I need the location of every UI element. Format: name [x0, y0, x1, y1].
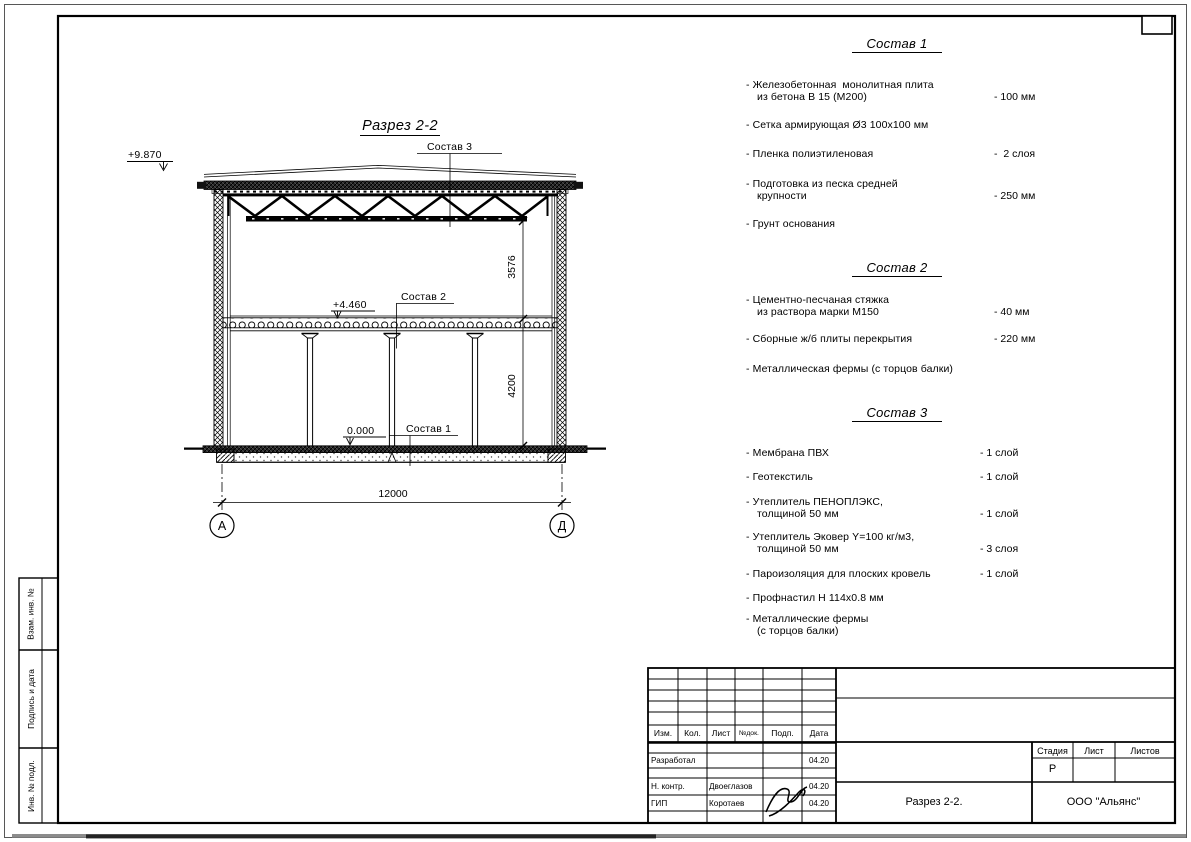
tb-date-razrabotal: 04.20 — [808, 756, 830, 765]
spec-item-line: - Грунт основания — [746, 218, 836, 230]
spec-item-line: - Профнастил Н 114х0.8 мм — [746, 592, 884, 604]
spec-item-value: - 250 мм — [994, 190, 1036, 202]
spec-item-value: - 1 слой — [980, 447, 1019, 459]
spec-item-value: - 1 слой — [980, 508, 1019, 520]
margin-label-podpis: Подпись и дата — [25, 669, 36, 729]
dimension-3576: 3576 — [506, 255, 518, 279]
tb-stage-value: Р — [1048, 763, 1057, 775]
spec-item-line: - Пленка полиэтиленовая — [746, 148, 874, 160]
spec-item-value: - 220 мм — [994, 333, 1036, 345]
foundation-right — [548, 449, 566, 462]
tb-company: ООО "Альянс" — [1066, 796, 1141, 808]
interior-columns — [302, 334, 484, 447]
drawing-view-title: Разрез 2-2 — [360, 118, 440, 136]
spec-item-line: - Утеплитель ПЕНОПЛЭКС, — [746, 496, 884, 508]
spec-item-line: - Мембрана ПВХ — [746, 447, 829, 459]
margin-label-vzam: Взам. инв. № — [25, 588, 36, 640]
tb-role-nkontr: Н. контр. — [651, 782, 685, 791]
leader-label-sostav2: Состав 2 — [401, 291, 447, 303]
sheet-frame — [5, 5, 1187, 838]
spec-item-line: из раствора марки М150 — [757, 306, 879, 318]
spec-item-line: из бетона В 15 (М200) — [757, 91, 867, 103]
tb-role-razrabotal: Разработал — [651, 756, 696, 765]
elevation-floor2-value: +4.460 — [333, 299, 367, 311]
dimension-12000: 12000 — [378, 488, 408, 500]
tb-col-izm: Изм. — [653, 728, 673, 738]
tb-role-gip: ГИП — [651, 799, 668, 808]
spec-item-line: (с торцов балки) — [757, 625, 839, 637]
roof-truss — [223, 194, 558, 222]
floor-slab — [223, 316, 557, 331]
spec-item-line: - Сетка армирующая Ø3 100х100 мм — [746, 119, 929, 131]
tb-col-list: Лист — [711, 728, 731, 738]
leader-label-sostav1: Состав 1 — [406, 423, 452, 435]
tb-col-podp: Подп. — [771, 728, 794, 738]
tb-stage-label: Стадия — [1037, 746, 1068, 756]
spec-item-value: - 2 слоя — [994, 148, 1036, 160]
leader-lines — [389, 154, 502, 467]
tb-col-data: Дата — [809, 728, 829, 738]
spec-item-value: - 100 мм — [994, 91, 1036, 103]
spec-item-value: - 3 слоя — [980, 543, 1019, 555]
axis-letter-right: Д — [557, 519, 567, 533]
spec-item-value: - 1 слой — [980, 471, 1019, 483]
tb-sheets-label: Листов — [1130, 746, 1160, 756]
tb-sheet-label: Лист — [1084, 746, 1104, 756]
sand-bed — [234, 453, 548, 462]
vertical-dimension — [519, 217, 527, 450]
spec-item-value: - 1 слой — [980, 568, 1019, 580]
corner-reference-box — [1142, 16, 1172, 34]
spec-item-line: толщиной 50 мм — [757, 543, 839, 555]
signature-scribble — [766, 787, 807, 816]
span-dimension — [210, 464, 574, 538]
spec-item-line: - Утеплитель Эковер Y=100 кг/м3, — [746, 531, 915, 543]
section-view — [127, 154, 606, 538]
tb-date-nkontr: 04.20 — [808, 782, 830, 791]
tb-col-ndok: №док. — [739, 730, 759, 737]
spec-item-line: толщиной 50 мм — [757, 508, 839, 520]
roof-assembly-band — [204, 181, 576, 190]
axis-letter-left: А — [217, 519, 227, 533]
roof-slope-line — [204, 168, 576, 177]
ground-floor — [184, 446, 606, 463]
spec-item-line: - Металлические фермы — [746, 613, 869, 625]
spec-item-line: - Пароизоляция для плоских кровель — [746, 568, 931, 580]
spec-item-line: крупности — [757, 190, 807, 202]
section-header-sostav1: Состав 1 — [852, 36, 942, 53]
elevation-zero-value: 0.000 — [347, 425, 375, 437]
spec-item-line: - Подготовка из песка средней — [746, 178, 898, 190]
tb-name-nkontr: Двоеглазов — [709, 782, 753, 791]
tb-doc-title: Разрез 2-2. — [905, 796, 963, 808]
tb-col-kol: Кол. — [684, 728, 701, 738]
leader-label-sostav3: Состав 3 — [427, 141, 473, 153]
spec-item-line: - Железобетонная монолитная плита — [746, 79, 934, 91]
tb-date-gip: 04.20 — [808, 799, 830, 808]
section-header-sostav3: Состав 3 — [852, 405, 942, 422]
foundation-left — [217, 449, 235, 462]
margin-label-inv: Инв. № подл. — [25, 759, 36, 812]
elevation-roof-value: +9.870 — [128, 149, 162, 161]
spec-item-line: - Цементно-песчаная стяжка — [746, 294, 890, 306]
dimension-4200: 4200 — [506, 374, 518, 398]
spec-item-line: - Сборные ж/б плиты перекрытия — [746, 333, 913, 345]
spec-item-line: - Геотекстиль — [746, 471, 813, 483]
tb-name-gip: Коротаев — [709, 799, 745, 808]
spec-item-value: - 40 мм — [994, 306, 1030, 318]
section-header-sostav2: Состав 2 — [852, 260, 942, 277]
spec-item-line: - Металлическая фермы (с торцов балки) — [746, 363, 954, 375]
